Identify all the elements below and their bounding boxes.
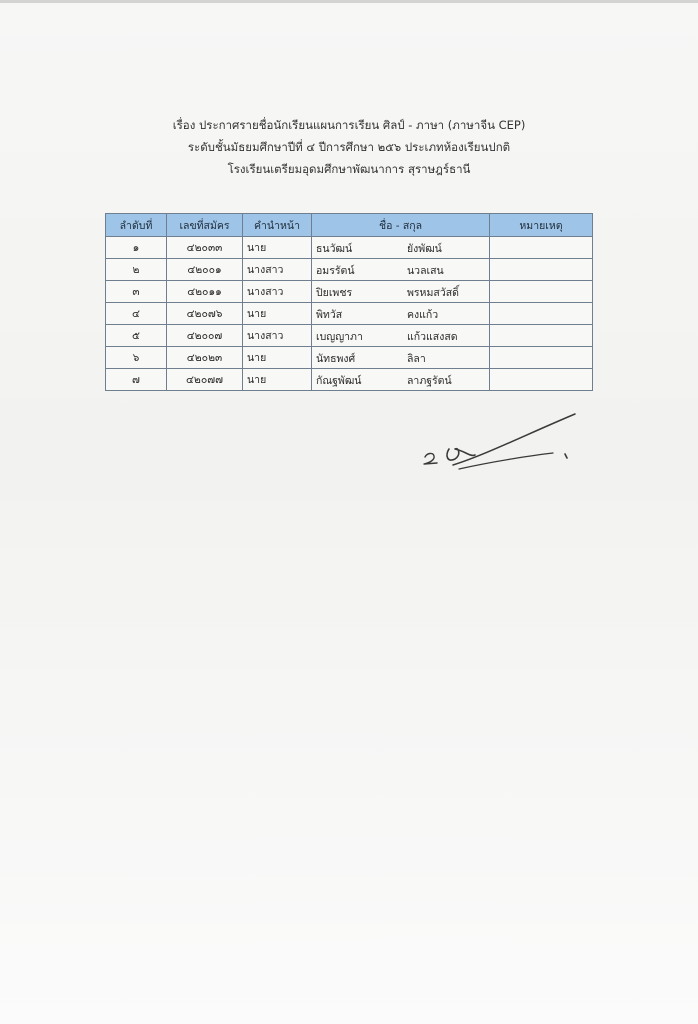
cell-application: ๔๒๐๒๓ [167, 347, 243, 369]
student-roster-table [105, 213, 593, 391]
last-name: ลาภฐรัตน์ [407, 375, 452, 387]
header-line-3: โรงเรียนเตรียมอุดมศึกษาพัฒนาการ สุราษฎร์ธานี [227, 162, 471, 176]
cell-application: ๔๒๐๗๖ [167, 303, 243, 325]
cell-note [490, 369, 593, 391]
first-name: กัณฐพัฒน์ [316, 375, 362, 387]
cell-name [312, 347, 490, 369]
first-name: เบญญาภา [316, 331, 363, 343]
table-row [106, 303, 593, 325]
cell-name [312, 237, 490, 259]
cell-prefix: นาย [243, 303, 312, 325]
last-name: ยังพัฒน์ [407, 243, 442, 255]
table-row [106, 347, 593, 369]
table-row [106, 369, 593, 391]
cell-name [312, 259, 490, 281]
first-name: อมรรัตน์ [316, 265, 355, 277]
cell-application: ๔๒๐๑๑ [167, 281, 243, 303]
cell-application: ๔๒๐๐๑ [167, 259, 243, 281]
cell-no: ๑ [106, 237, 167, 259]
cell-note [490, 281, 593, 303]
cell-name [312, 281, 490, 303]
first-name: ปิยเพชร [316, 287, 353, 299]
cell-prefix: นาย [243, 237, 312, 259]
table-header-row [106, 214, 593, 237]
column-header-name: ชื่อ - สกุล [312, 214, 490, 237]
header-line-2: ระดับชั้นมัธยมศึกษาปีที่ ๔ ปีการศึกษา ๒๕๖ ประเภทห้องเรียนปกติ [187, 140, 511, 154]
cell-note [490, 237, 593, 259]
first-name: พิทวัส [316, 309, 343, 321]
cell-no: ๓ [106, 281, 167, 303]
header-line-1: เรื่อง ประกาศรายชื่อนักเรียนแผนการเรียน ศิลป์ - ภาษา (ภาษาจีน CEP) [172, 118, 526, 132]
cell-prefix: นางสาว [243, 259, 312, 281]
last-name: คงแก้ว [407, 309, 439, 321]
cell-no: ๕ [106, 325, 167, 347]
last-name: นวลเสน [407, 265, 444, 277]
page-top-edge [0, 0, 698, 3]
cell-prefix: นาย [243, 347, 312, 369]
table-row [106, 259, 593, 281]
column-header-note: หมายเหตุ [490, 214, 593, 237]
cell-application: ๔๒๐๓๓ [167, 237, 243, 259]
cell-no: ๗ [106, 369, 167, 391]
last-name: พรหมสวัสดิ์ [407, 287, 459, 299]
table-row [106, 237, 593, 259]
first-name: นัทธพงศ์ [316, 353, 356, 365]
announcement-header [0, 114, 698, 180]
cell-prefix: นางสาว [243, 325, 312, 347]
cell-name [312, 303, 490, 325]
table-row [106, 281, 593, 303]
cell-no: ๔ [106, 303, 167, 325]
cell-application: ๔๒๐๗๗ [167, 369, 243, 391]
cell-note [490, 347, 593, 369]
first-name: ธนวัฒน์ [316, 243, 353, 255]
cell-prefix: นาย [243, 369, 312, 391]
cell-name [312, 325, 490, 347]
column-header-application: เลขที่สมัคร [167, 214, 243, 237]
column-header-prefix: คำนำหน้า [243, 214, 312, 237]
cell-note [490, 259, 593, 281]
cell-note [490, 303, 593, 325]
cell-prefix: นางสาว [243, 281, 312, 303]
cell-no: ๖ [106, 347, 167, 369]
last-name: แก้วแสงสด [407, 331, 458, 343]
column-header-no: ลำดับที่ [106, 214, 167, 237]
cell-application: ๔๒๐๐๗ [167, 325, 243, 347]
table-row [106, 325, 593, 347]
last-name: ลิลา [407, 353, 426, 365]
cell-note [490, 325, 593, 347]
cell-name [312, 369, 490, 391]
handwritten-signature [415, 405, 585, 475]
cell-no: ๒ [106, 259, 167, 281]
